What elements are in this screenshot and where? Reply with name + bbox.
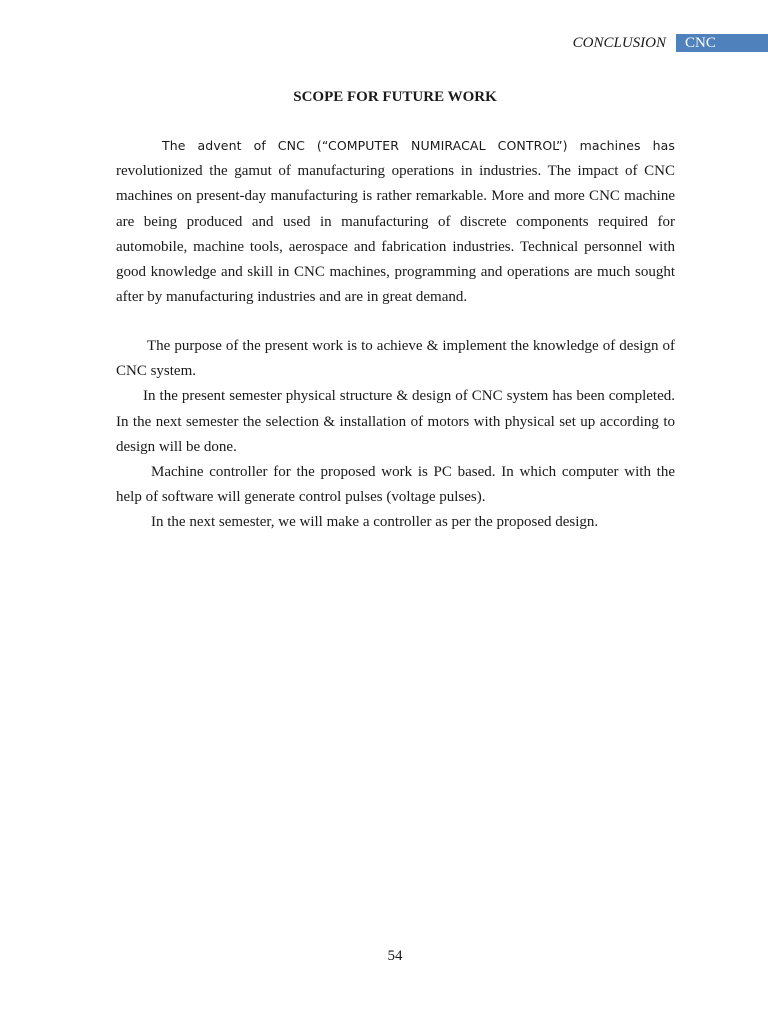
paragraph-purpose: The purpose of the present work is to achieve & implement the knowledge of design of CNC system. xyxy=(116,338,675,380)
page-title: SCOPE FOR FUTURE WORK xyxy=(293,89,497,105)
paragraph-body-text: revolutionized the gamut of manufacturing operations in industries. The impact of CNC machines on present-day manufacturing is rather remarkable. More and more CNC machine are being produced and used in manufacturing of discrete components required for automobile, machine tools, aerospace and fabrication industries. Technical personnel with good knowledge and skill in CNC machines, programming and operations are much sought after by manufacturing industries and are in great demand. xyxy=(116,163,675,306)
paragraph-next-semester: In the next semester, we will make a controller as per the proposed design. xyxy=(151,514,599,531)
paragraph-lead-text: The advent of CNC (“COMPUTER NUMIRACAL CONTROL”) machines has xyxy=(162,138,675,153)
paragraph-advent-of-cnc xyxy=(116,133,675,310)
page-number: 54 xyxy=(387,948,403,964)
paragraph-present-semester: In the present semester physical structure & design of CNC system has been completed. In the next semester the selection & installation of motors with physical set up according to design will be done. xyxy=(116,388,675,455)
body-text-block-2 xyxy=(116,334,675,536)
header-section-label: CONCLUSION xyxy=(572,35,666,51)
header-tag: CNC xyxy=(676,34,768,52)
running-header xyxy=(0,34,768,54)
paragraph-machine-controller: Machine controller for the proposed work is PC based. In which computer with the help of software will generate control pulses (voltage pulses). xyxy=(116,464,675,506)
body-text-block-1 xyxy=(116,133,675,310)
